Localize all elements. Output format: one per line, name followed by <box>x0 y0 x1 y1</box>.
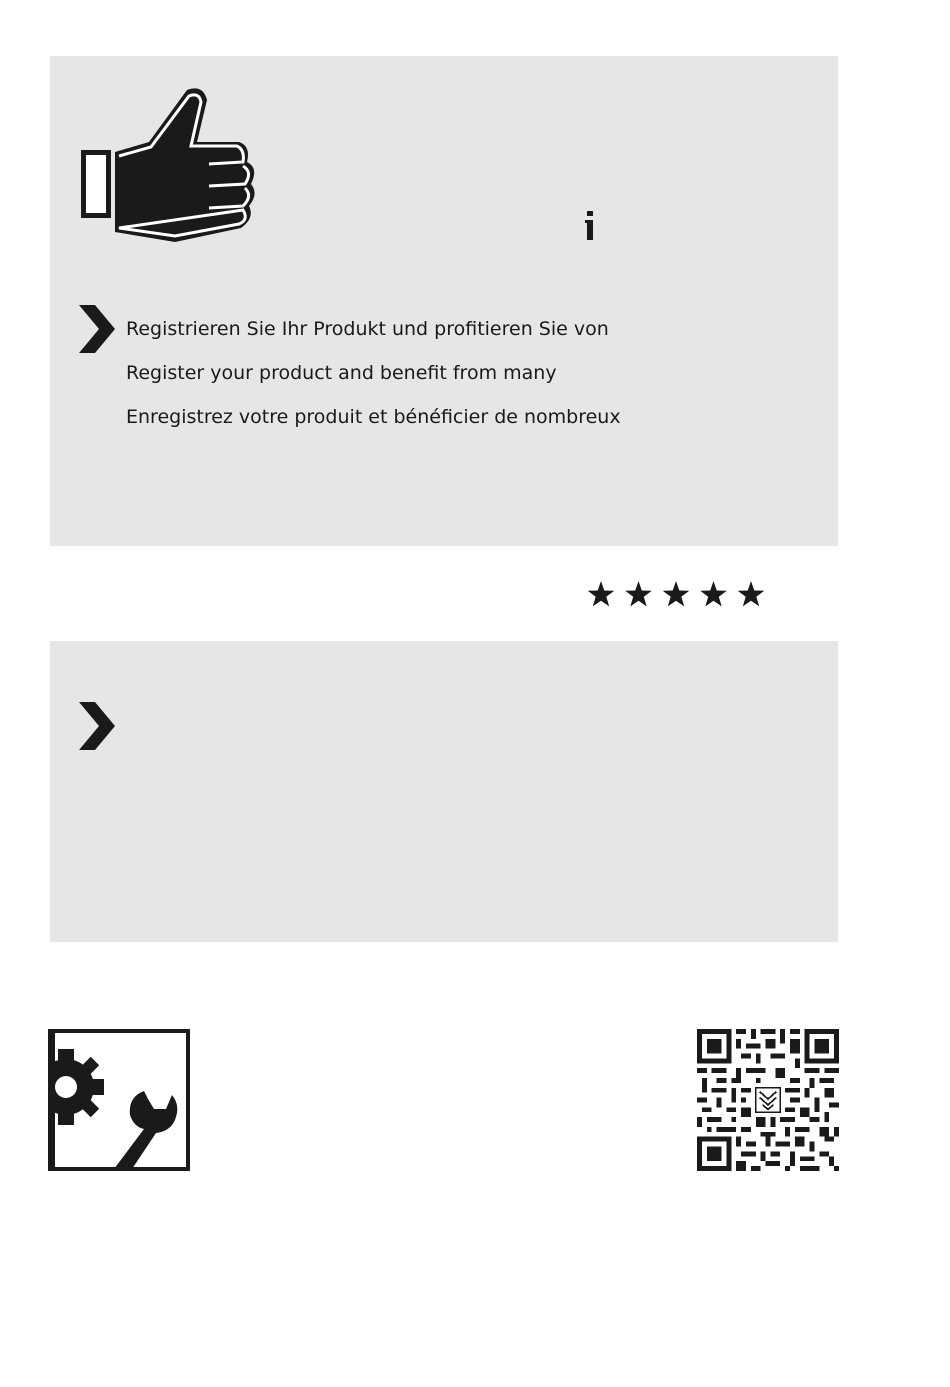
qr-code-icon <box>697 1029 839 1171</box>
thumbs-up-icon <box>79 86 259 246</box>
registration-panel <box>50 56 838 546</box>
star-rating <box>587 580 769 612</box>
info-panel <box>50 641 838 942</box>
chevron-right-icon <box>79 305 115 353</box>
chevron-right-icon <box>79 702 115 750</box>
gear-wrench-icon <box>48 1029 190 1171</box>
star-icon <box>625 581 652 606</box>
registration-text-en: Register your product and benefit from many <box>126 362 557 384</box>
star-icon <box>700 581 727 606</box>
star-icon <box>588 581 615 606</box>
registration-text-de: Registrieren Sie Ihr Produkt und profitieren Sie von <box>126 318 609 340</box>
star-icon <box>663 581 690 606</box>
star-icon <box>738 581 765 606</box>
info-icon <box>585 211 595 241</box>
registration-text-fr: Enregistrez votre produit et bénéficier de nombreux <box>126 406 621 428</box>
